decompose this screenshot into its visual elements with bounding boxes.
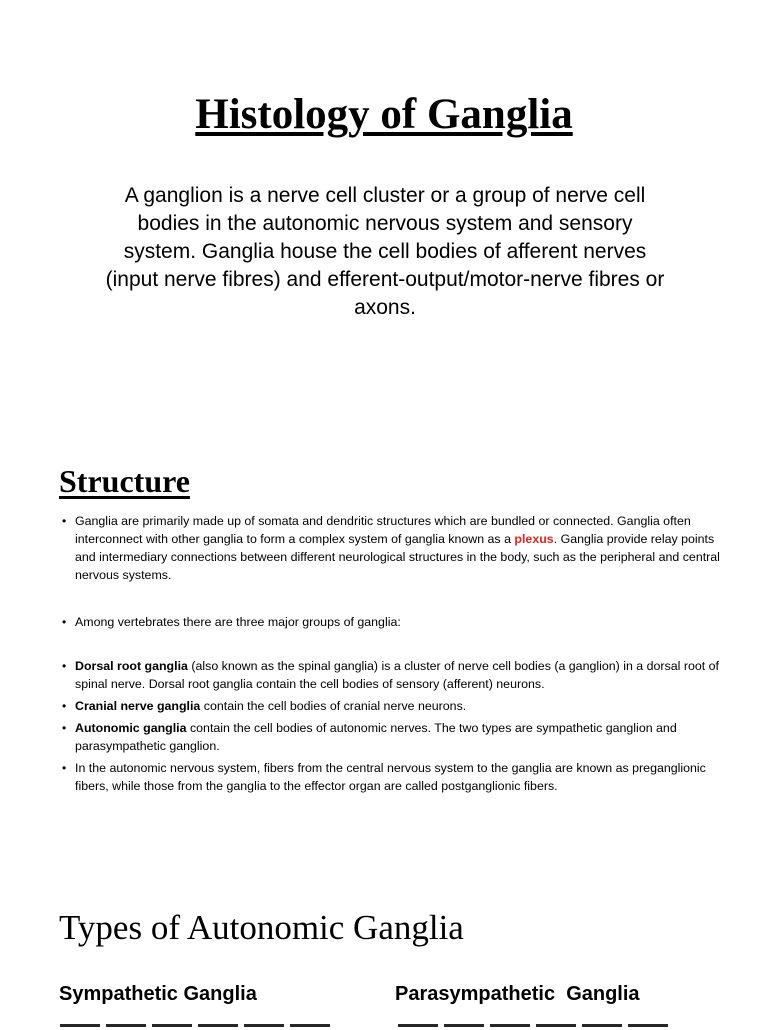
cutoff-text-line bbox=[60, 1016, 360, 1030]
bullet-text: contain the cell bodies of autonomic nerves. The two types are sympathetic ganglion and parasympathetic ganglion. bbox=[75, 721, 677, 753]
bullet-term: Dorsal root ganglia bbox=[75, 659, 188, 673]
bullet-text: Ganglia are primarily made up of somata and dendritic structures which are bundled or connected. Ganglia often interconnect with other ganglia to form a complex system of ganglia known as a bbox=[75, 514, 691, 546]
bullet-term: Cranial nerve ganglia bbox=[75, 699, 201, 713]
list-item bbox=[62, 719, 722, 755]
page-title: Histology of Ganglia bbox=[195, 91, 573, 138]
bullet-text: . Ganglia provide relay points and intermediary connections between different neurological structures in the body, such as the peripheral and central nervous systems. bbox=[75, 532, 720, 582]
types-heading: Types of Autonomic Ganglia bbox=[59, 908, 464, 947]
list-item bbox=[62, 512, 722, 584]
bullet-text: Among vertebrates there are three major groups of ganglia: bbox=[75, 615, 401, 629]
list-item bbox=[62, 613, 722, 631]
structure-bullet-list bbox=[62, 512, 722, 795]
structure-heading: Structure bbox=[59, 463, 190, 499]
sympathetic-subheading: Sympathetic Ganglia bbox=[59, 983, 257, 1005]
plexus-term: plexus bbox=[514, 532, 554, 546]
intro-paragraph: A ganglion is a nerve cell cluster or a group of nerve cell bodies in the autonomic nervous system and sensory system. Ganglia house the cell bodies of afferent nerves (input nerve fibres) and efferent-output/motor-nerve fibres or axons. bbox=[105, 184, 665, 319]
list-item bbox=[62, 759, 722, 795]
list-item bbox=[62, 657, 722, 693]
cutoff-text-line bbox=[398, 1016, 698, 1030]
bullet-term: Autonomic ganglia bbox=[75, 721, 187, 735]
bullet-text: In the autonomic nervous system, fibers from the central nervous system to the ganglia are known as preganglionic fibers, while those from the ganglia to the effector organ are called postganglionic fibers. bbox=[75, 761, 706, 793]
parasympathetic-subheading: Parasympathetic Ganglia bbox=[395, 983, 640, 1005]
bullet-text: contain the cell bodies of cranial nerve neurons. bbox=[200, 699, 467, 713]
bullet-text: (also known as the spinal ganglia) is a cluster of nerve cell bodies (a ganglion) in a dorsal root of spinal nerve. Dorsal root ganglia contain the cell bodies of sensory (afferent) neurons. bbox=[75, 659, 719, 691]
list-item bbox=[62, 697, 722, 715]
